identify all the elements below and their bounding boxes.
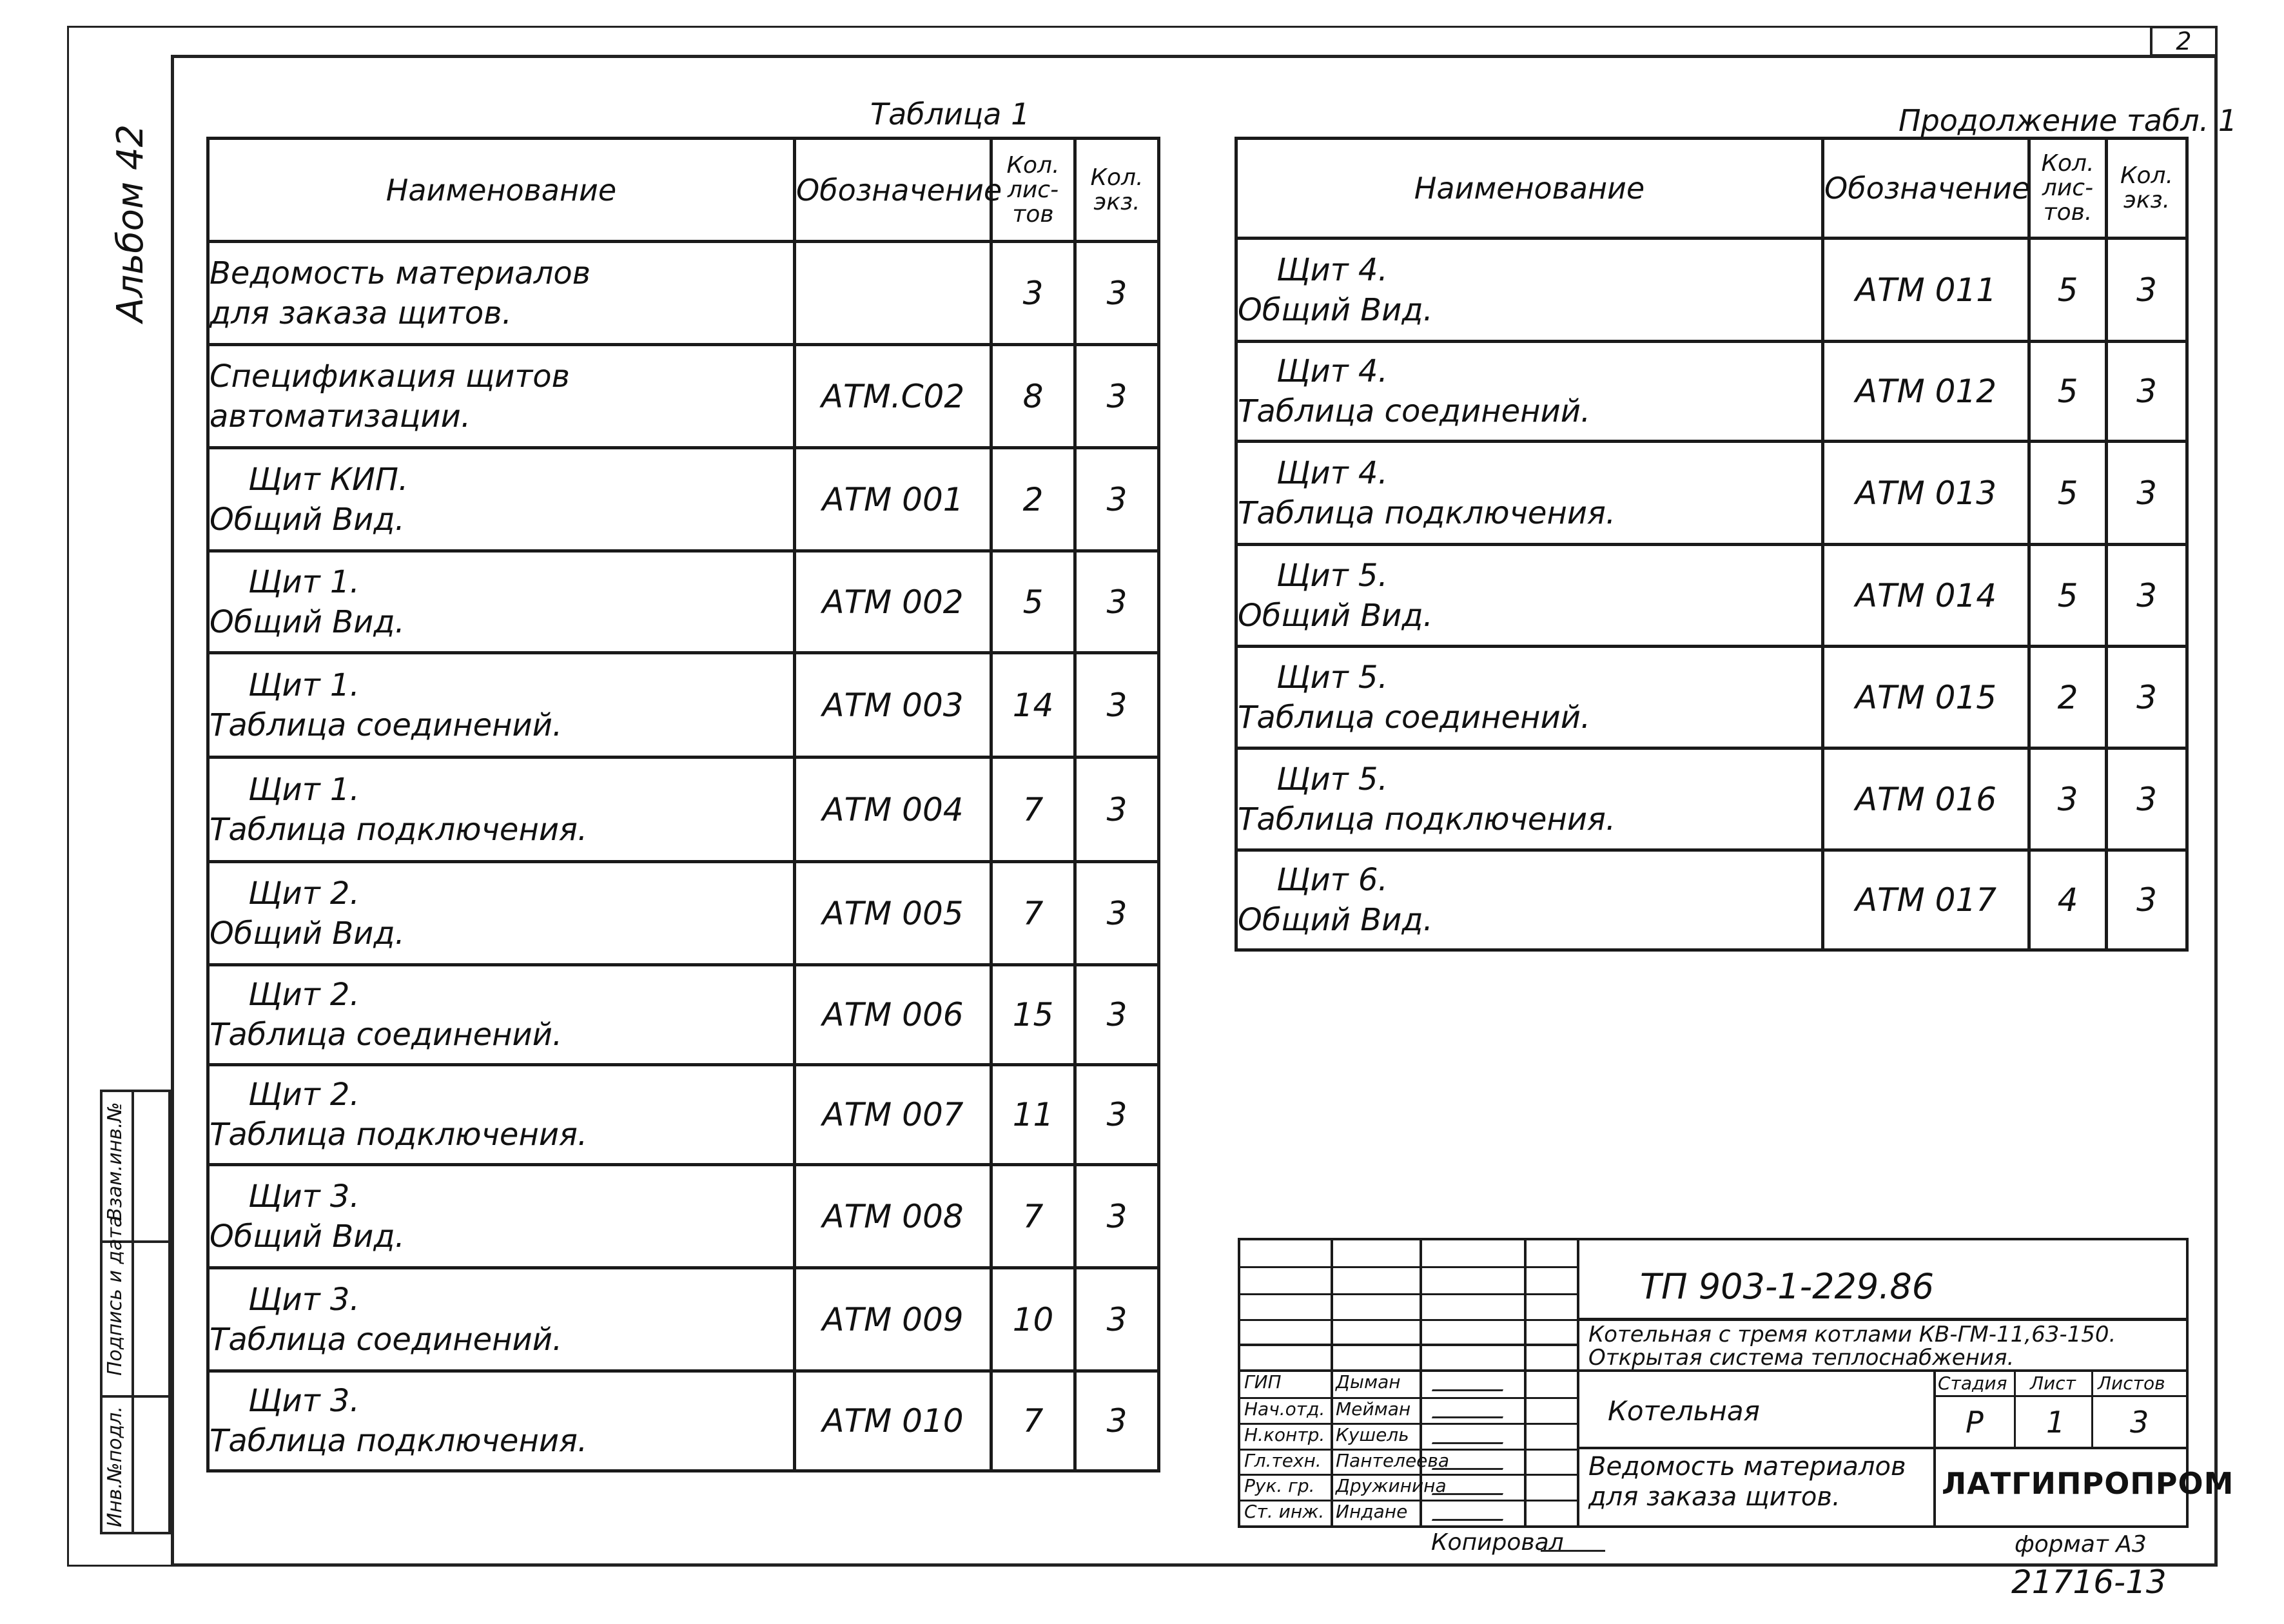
copies-count-cell: 3 <box>1075 653 1159 758</box>
item-name-cell <box>208 1165 795 1268</box>
sheet-title-line-2: для заказа щитов. <box>1588 1482 1840 1512</box>
right-table-row <box>1236 442 2187 545</box>
right-table-row <box>1236 850 2187 950</box>
copies-count-cell: 3 <box>1075 242 1159 345</box>
designation-cell: АТМ 004 <box>795 758 991 862</box>
designation-cell: АТМ 001 <box>795 448 991 551</box>
designation-cell: АТМ 016 <box>1823 748 2029 850</box>
organization-name: ЛАТГИПРОПРОМ <box>1942 1466 2234 1501</box>
copies-count-cell: 3 <box>1075 1065 1159 1165</box>
left-table-row <box>208 242 1159 345</box>
designation-cell: АТМ 009 <box>795 1268 991 1371</box>
left-header-sheets: Кол. лис- тов <box>991 139 1075 242</box>
left-table-row <box>208 1268 1159 1371</box>
item-name-line-2: Общий Вид. <box>210 1218 405 1255</box>
item-name-line-1: Щит 1. <box>248 667 360 703</box>
item-name-line-2: Таблица подключения. <box>1238 494 1616 531</box>
sheets-count-cell: 2 <box>991 448 1075 551</box>
item-name-line-2: Таблица соединений. <box>1238 699 1591 736</box>
right-table-row <box>1236 647 2187 748</box>
album-label: Альбом 42 <box>110 124 151 322</box>
sheets-count-cell: 7 <box>991 1165 1075 1268</box>
right-header-name: Наименование <box>1236 139 1823 239</box>
copies-count-cell: 3 <box>2107 342 2187 442</box>
item-name-line-2: автоматизации. <box>210 398 471 435</box>
signature-mark <box>1432 1407 1507 1418</box>
sheets-count-cell: 4 <box>2029 850 2107 950</box>
left-table-row <box>208 758 1159 862</box>
signature-name: Индане <box>1336 1501 1408 1522</box>
item-name-line-1: Щит 4. <box>1276 353 1388 389</box>
item-name-line-2: Общий Вид. <box>210 915 405 952</box>
signature-mark <box>1432 1484 1507 1495</box>
right-table-body <box>1236 239 2187 950</box>
item-name-line-2: Общий Вид. <box>1238 902 1433 938</box>
designation-cell: АТМ 017 <box>1823 850 2029 950</box>
signature-name: Пантелеева <box>1336 1450 1450 1471</box>
signature-mark <box>1432 1433 1507 1444</box>
left-table-row <box>208 1065 1159 1165</box>
left-header-copies: Кол. экз. <box>1075 139 1159 242</box>
item-name-cell <box>208 653 795 758</box>
signature-role: Рук. гр. <box>1244 1475 1315 1496</box>
copies-count-cell: 3 <box>2107 647 2187 748</box>
item-name-cell <box>208 862 795 965</box>
sheets-count-cell: 15 <box>991 965 1075 1065</box>
left-table-row <box>208 1371 1159 1471</box>
copies-count-cell: 3 <box>2107 850 2187 950</box>
sheets-count-cell: 8 <box>991 345 1075 448</box>
sheets-label: Листов <box>2098 1373 2165 1394</box>
item-name-line-2: Таблица подключения. <box>210 811 588 848</box>
title-block <box>1238 1238 2234 1528</box>
signature-mark <box>1432 1380 1507 1391</box>
project-line-2: Открытая система теплоснабжения. <box>1588 1345 2015 1371</box>
sheet-title-line-1: Ведомость материалов <box>1588 1452 1906 1482</box>
designation-cell <box>795 242 991 345</box>
sheet-value: 1 <box>2046 1405 2065 1440</box>
sheets-count-cell: 5 <box>2029 545 2107 647</box>
side-stamp-cell-replace: Взам.инв.№ <box>104 1102 126 1221</box>
item-name-line-1: Щит 3. <box>248 1281 360 1318</box>
item-name-line-1: Спецификация щитов <box>210 358 570 395</box>
sheet-number: 2 <box>2176 27 2192 55</box>
item-name-line-1: Щит 5. <box>1276 761 1388 797</box>
right-header-designation: Обозначение <box>1823 139 2029 239</box>
left-table-row <box>208 551 1159 653</box>
sheets-count-cell: 10 <box>991 1268 1075 1371</box>
sheets-count-cell: 5 <box>2029 342 2107 442</box>
sheets-count-cell: 14 <box>991 653 1075 758</box>
designation-cell: АТМ 006 <box>795 965 991 1065</box>
item-name-cell <box>208 1268 795 1371</box>
item-name-line-1: Щит 2. <box>248 1077 360 1113</box>
item-name-line-1: Щит 4. <box>1276 455 1388 491</box>
item-name-line-1: Щит 4. <box>1276 251 1388 288</box>
signature-role: Нач.отд. <box>1244 1398 1325 1420</box>
sheets-count-cell: 3 <box>991 242 1075 345</box>
signature-role: Ст. инж. <box>1244 1501 1325 1522</box>
item-name-line-2: Таблица соединений. <box>1238 393 1591 429</box>
designation-cell: АТМ 008 <box>795 1165 991 1268</box>
item-name-line-2: Общий Вид. <box>1238 291 1433 328</box>
document-code: ТП 903-1-229.86 <box>1640 1266 1935 1307</box>
signature-name: Дружинина <box>1336 1475 1447 1496</box>
left-table-caption: Таблица 1 <box>870 97 1030 132</box>
stage-label: Стадия <box>1938 1373 2007 1394</box>
right-table-caption: Продолжение табл. 1 <box>1898 103 2238 138</box>
right-table-row <box>1236 239 2187 342</box>
copied-by: Копировал <box>1431 1529 1564 1556</box>
item-name-line-1: Щит 1. <box>248 771 360 808</box>
item-name-line-1: Щит 1. <box>248 563 360 600</box>
item-name-line-2: Таблица соединений. <box>210 1321 563 1358</box>
copies-count-cell: 3 <box>2107 442 2187 545</box>
left-table <box>206 137 1160 1472</box>
signature-name: Дыман <box>1336 1371 1401 1393</box>
item-name-line-2: Таблица соединений. <box>210 1017 563 1053</box>
inventory-number: 21716-13 <box>2011 1563 2167 1601</box>
item-name-line-2: Таблица соединений. <box>210 707 563 743</box>
item-name-cell <box>208 448 795 551</box>
signature-role: Н.контр. <box>1244 1424 1325 1445</box>
item-name-cell <box>208 1371 795 1471</box>
item-name-line-1: Щит 5. <box>1276 557 1388 594</box>
left-table-body <box>208 242 1159 1471</box>
item-name-line-2: для заказа щитов. <box>210 295 512 331</box>
copies-count-cell: 3 <box>1075 448 1159 551</box>
sheets-count-cell: 7 <box>991 862 1075 965</box>
item-name-line-1: Щит 5. <box>1276 659 1388 696</box>
signature-name: Мейман <box>1336 1398 1411 1420</box>
designation-cell: АТМ 010 <box>795 1371 991 1471</box>
designation-cell: АТМ 012 <box>1823 342 2029 442</box>
item-name-cell <box>208 965 795 1065</box>
left-table-row <box>208 653 1159 758</box>
copied-by-signature <box>1541 1534 1605 1552</box>
sheets-count-cell: 5 <box>2029 239 2107 342</box>
sheets-count-cell: 5 <box>2029 442 2107 545</box>
object-name: Котельная <box>1608 1395 1760 1427</box>
item-name-cell <box>1236 342 1823 442</box>
signature-role: Гл.техн. <box>1244 1450 1322 1471</box>
signature-role: ГИП <box>1244 1371 1282 1393</box>
copies-count-cell: 3 <box>1075 758 1159 862</box>
item-name-cell <box>208 758 795 862</box>
right-header-sheets: Кол. лис- тов. <box>2029 139 2107 239</box>
designation-cell: АТМ 007 <box>795 1065 991 1165</box>
side-stamp-cell-signature: Подпись и дата <box>104 1215 126 1376</box>
project-line-1: Котельная с тремя котлами КВ-ГМ-11,63-150. <box>1588 1322 2116 1347</box>
item-name-cell <box>208 345 795 448</box>
item-name-cell <box>208 551 795 653</box>
copies-count-cell: 3 <box>1075 345 1159 448</box>
sheet-number-box <box>2150 26 2218 57</box>
item-name-line-1: Щит 3. <box>248 1383 360 1419</box>
item-name-cell <box>208 242 795 345</box>
right-header-copies: Кол. экз. <box>2107 139 2187 239</box>
stage-value: Р <box>1966 1405 1984 1440</box>
item-name-cell <box>1236 545 1823 647</box>
item-name-line-1: Щит 6. <box>1276 862 1388 898</box>
side-stamp <box>100 1090 171 1534</box>
copies-count-cell: 3 <box>1075 1165 1159 1268</box>
sheets-value: 3 <box>2130 1405 2149 1440</box>
item-name-line-2: Таблица подключения. <box>210 1423 588 1459</box>
item-name-line-2: Таблица подключения. <box>1238 801 1616 837</box>
sheets-count-cell: 2 <box>2029 647 2107 748</box>
item-name-cell <box>1236 647 1823 748</box>
left-header-name: Наименование <box>208 139 795 242</box>
sheet-label: Лист <box>2030 1373 2076 1394</box>
item-name-cell <box>1236 748 1823 850</box>
sheets-count-cell: 3 <box>2029 748 2107 850</box>
copies-count-cell: 3 <box>1075 1268 1159 1371</box>
copies-count-cell: 3 <box>2107 748 2187 850</box>
left-header-designation: Обозначение <box>795 139 991 242</box>
item-name-line-1: Щит КИП. <box>248 461 409 498</box>
item-name-cell <box>208 1065 795 1165</box>
designation-cell: АТМ.С02 <box>795 345 991 448</box>
designation-cell: АТМ 014 <box>1823 545 2029 647</box>
left-table-row <box>208 1165 1159 1268</box>
copies-count-cell: 3 <box>2107 545 2187 647</box>
item-name-line-1: Щит 2. <box>248 977 360 1013</box>
copies-count-cell: 3 <box>2107 239 2187 342</box>
sheets-count-cell: 7 <box>991 758 1075 862</box>
item-name-line-2: Таблица подключения. <box>210 1117 588 1153</box>
designation-cell: АТМ 005 <box>795 862 991 965</box>
item-name-cell <box>1236 850 1823 950</box>
signature-mark <box>1432 1459 1507 1470</box>
sheets-count-cell: 7 <box>991 1371 1075 1471</box>
item-name-cell <box>1236 442 1823 545</box>
item-name-line-1: Ведомость материалов <box>210 255 591 291</box>
designation-cell: АТМ 015 <box>1823 647 2029 748</box>
designation-cell: АТМ 013 <box>1823 442 2029 545</box>
left-table-row <box>208 862 1159 965</box>
item-name-line-2: Общий Вид. <box>210 603 405 640</box>
right-table-row <box>1236 545 2187 647</box>
copies-count-cell: 3 <box>1075 862 1159 965</box>
format-label: формат А3 <box>2015 1531 2147 1558</box>
right-table <box>1235 137 2189 952</box>
left-table-row <box>208 448 1159 551</box>
item-name-line-2: Общий Вид. <box>1238 597 1433 634</box>
copies-count-cell: 3 <box>1075 551 1159 653</box>
copies-count-cell: 3 <box>1075 965 1159 1065</box>
designation-cell: АТМ 002 <box>795 551 991 653</box>
left-table-row <box>208 965 1159 1065</box>
right-table-row <box>1236 342 2187 442</box>
designation-cell: АТМ 003 <box>795 653 991 758</box>
item-name-line-2: Общий Вид. <box>210 501 405 538</box>
item-name-cell <box>1236 239 1823 342</box>
sheets-count-cell: 5 <box>991 551 1075 653</box>
side-stamp-cell-inventory: Инв.№подл. <box>104 1406 126 1527</box>
copies-count-cell: 3 <box>1075 1371 1159 1471</box>
designation-cell: АТМ 011 <box>1823 239 2029 342</box>
item-name-line-1: Щит 2. <box>248 875 360 912</box>
signature-mark <box>1432 1510 1507 1521</box>
signature-name: Кушель <box>1336 1424 1409 1445</box>
item-name-line-1: Щит 3. <box>248 1178 360 1215</box>
sheets-count-cell: 11 <box>991 1065 1075 1165</box>
left-table-row <box>208 345 1159 448</box>
right-table-row <box>1236 748 2187 850</box>
